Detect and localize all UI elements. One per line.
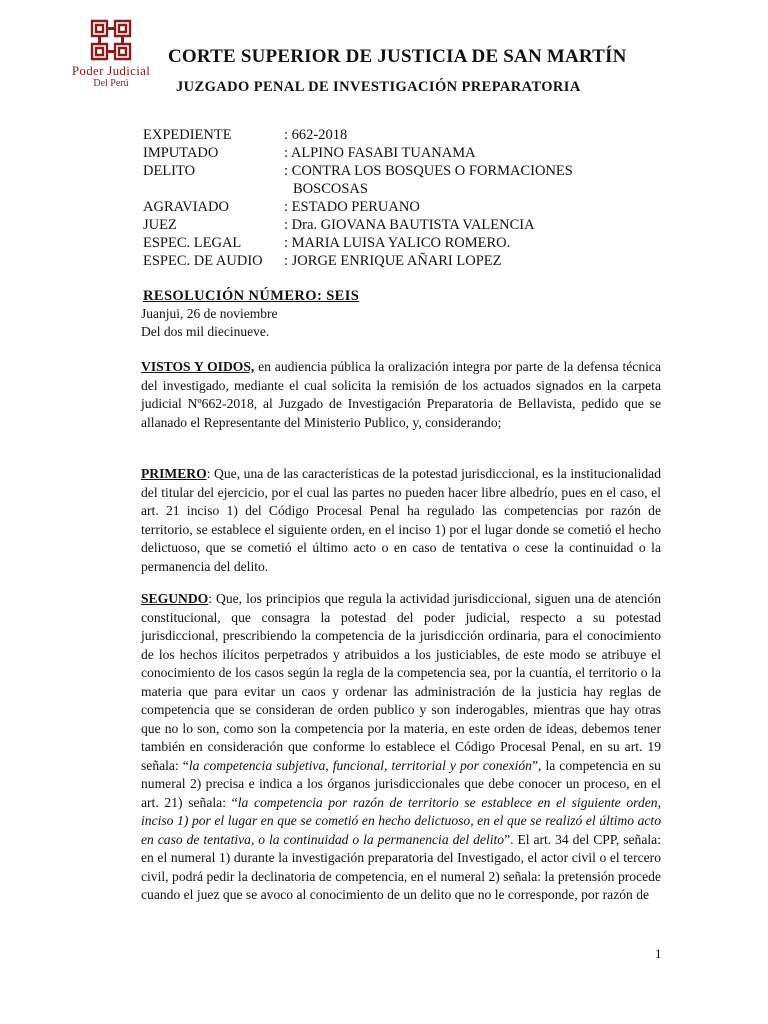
- paragraph-heading: PRIMERO: [141, 466, 207, 481]
- field-value: : 662-2018: [284, 127, 348, 143]
- poder-judicial-emblem-icon: [89, 18, 133, 62]
- field-value: : JORGE ENRIQUE AÑARI LOPEZ: [284, 253, 502, 269]
- paragraph-heading: SEGUNDO: [141, 591, 209, 606]
- field-delito: [143, 162, 624, 198]
- resolution-date-line1: Juanjui, 26 de noviembre: [141, 306, 278, 321]
- resolution-date-line2: Del dos mil diecinueve.: [141, 324, 270, 339]
- field-label: EXPEDIENTE: [143, 127, 232, 143]
- field-value-group: [284, 162, 624, 198]
- paragraph-text: : Que, los principios que regula la actividad jurisdiccional, siguen una de atención constitucional, que consagra la potestad del poder judicial, respecto a su potestad jurisdiccional, prescribiendo la competencia de la jurisdicción ordinaria, para el conocimiento de los hechos ilícitos perpetrados y atribuidos a los justiciables, de este modo se atribuye el conocimiento de los casos según la regla de la competencia sea, por la cuantía, el territorio o la materia que para evitar un caos y ordenar las administración de la justicia hay reglas de competencia que se consideran de orden publico y son inderogables, mientras que hay otras que no lo son, como son la competencia por la materia, en este orden de ideas, debemos tener también en consideración que conforme lo establece el Código Procesal Penal, en su art. 19 señala: “: [141, 591, 661, 773]
- logo-text-line1: Poder Judicial: [71, 63, 151, 78]
- field-label: JUEZ: [143, 217, 177, 233]
- court-subtitle: JUZGADO PENAL DE INVESTIGACIÓN PREPARATORIA: [176, 79, 581, 95]
- quoted-text: la competencia subjetiva, funcional, territorial y por conexión: [188, 757, 532, 773]
- quoted-text: la competencia por razón de territorio se establece en el siguiente orden, inciso 1) por el lugar en que se cometió en hecho delictuoso, en el que se realizó el último acto en caso de tentativa, o la continuidad o la permanencia del delito: [141, 794, 661, 847]
- field-label: ESPEC. DE AUDIO: [143, 253, 263, 269]
- paragraph-vistos: [141, 358, 661, 432]
- paragraph-primero: [141, 465, 661, 576]
- paragraph-text: ”, la competencia en su numeral 2) precisa e indica a los órganos jurisdiccionales que debe conocer un proceso, en el art. 21) señala: “: [141, 757, 661, 810]
- logo-text-line2: Del Perú: [93, 78, 129, 89]
- paragraph-heading: VISTOS Y OIDOS,: [141, 359, 255, 374]
- field-value: : Dra. GIOVANA BAUTISTA VALENCIA: [284, 217, 535, 233]
- field-espec-audio: [143, 252, 624, 270]
- field-juez: [143, 216, 624, 234]
- page-number: 1: [655, 946, 662, 961]
- field-value: : ALPINO FASABI TUANAMA: [284, 145, 476, 161]
- judicial-logo: [66, 18, 156, 89]
- field-value-continuation: BOSCOSAS: [293, 181, 368, 197]
- field-value: : ESTADO PERUANO: [284, 199, 420, 215]
- field-label: AGRAVIADO: [143, 199, 229, 215]
- field-expediente: [143, 126, 624, 144]
- field-value: : CONTRA LOS BOSQUES O FORMACIONES: [284, 163, 573, 179]
- paragraph-segundo: [141, 590, 661, 905]
- field-label: IMPUTADO: [143, 145, 219, 161]
- field-espec-legal: [143, 234, 624, 252]
- case-fields: [143, 126, 624, 270]
- field-label: ESPEC. LEGAL: [143, 235, 242, 251]
- field-imputado: [143, 144, 624, 162]
- field-label: DELITO: [143, 163, 196, 179]
- court-title: CORTE SUPERIOR DE JUSTICIA DE SAN MARTÍN: [168, 46, 627, 67]
- field-agraviado: [143, 198, 624, 216]
- paragraph-text: en audiencia pública la oralización integra por parte de la defensa técnica del investigado, mediante el cual solicita la remisión de los actuados signados en la carpeta judicial Nº662-2018, al Juzgado de Investigación Preparatoria de Bellavista, pedido que se allanado el Representante del Ministerio Publico, y, considerando;: [141, 359, 661, 430]
- paragraph-text: ”. El art. 34 del CPP, señala: en el numeral 1) durante la investigación preparatoria del Investigado, el actor civil o el tercero civil, podrá pedir la declinatoria de competencia, en el numeral 2) señala: la pretensión procede cuando el juez que se avoco al conocimiento de un delito que no le corresponde, por razón de: [141, 831, 661, 902]
- resolution-title: RESOLUCIÓN NÚMERO: SEIS: [143, 288, 360, 304]
- field-value: : MARIA LUISA YALICO ROMERO.: [284, 235, 511, 251]
- paragraph-text: : Que, una de las características de la potestad jurisdiccional, es la institucionalidad del titular del ejercicio, por el cual las partes no pueden hacer libre albedrío, pues en el caso, el art. 21 inciso 1) del Código Procesal Penal ha regulado las competencias por razón de territorio, se establece el siguiente orden, en el inciso 1) por el lugar donde se cometió el hecho delictuoso, que se cometió el último acto o en caso de tentativa o cese la continuidad o la permanencia del delito.: [141, 466, 661, 574]
